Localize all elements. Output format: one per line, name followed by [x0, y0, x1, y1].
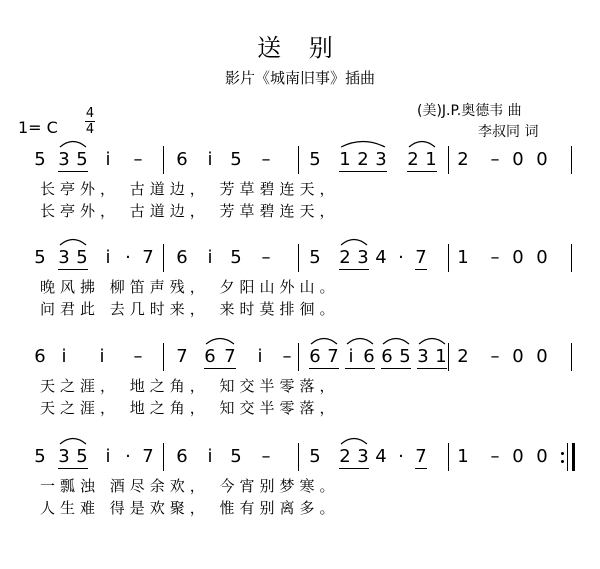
note: 0 — [512, 346, 524, 367]
note: 1 — [457, 247, 469, 268]
note: 0 — [512, 247, 524, 268]
note: 4 — [375, 247, 387, 268]
beam-underline — [381, 368, 411, 369]
note: – — [133, 149, 143, 170]
note: – — [490, 247, 500, 268]
note: i — [99, 346, 105, 367]
note: 2 — [339, 247, 351, 268]
note: 6 — [34, 346, 46, 367]
note: 0 — [536, 346, 548, 367]
note: · — [125, 247, 131, 268]
lyric-line: 长亭外， 古道边， 芳草碧连天， — [40, 202, 340, 220]
slur — [409, 142, 435, 148]
note: 5 — [34, 446, 46, 467]
note: 5 — [309, 247, 321, 268]
barline — [298, 343, 299, 371]
note: 7 — [142, 446, 154, 467]
note: 2 — [457, 346, 469, 367]
lyric-line: 天之涯， 地之角， 知交半零落， — [40, 399, 340, 417]
note: 3 — [375, 149, 387, 170]
beam-underline — [309, 368, 339, 369]
key-signature: 1= C — [18, 118, 58, 137]
slur — [383, 339, 409, 345]
note: 6 — [363, 346, 375, 367]
note: 0 — [512, 446, 524, 467]
slur — [206, 339, 234, 345]
lyric-line: 问君此 去几时来， 来时莫排徊。 — [40, 300, 340, 318]
note: 7 — [142, 247, 154, 268]
lyricist-credit: 李叔同 词 — [478, 124, 539, 140]
note: 6 — [176, 149, 188, 170]
beam-underline — [58, 468, 88, 469]
barline — [571, 244, 572, 272]
note: i — [348, 346, 354, 367]
slur — [341, 240, 367, 246]
note: · — [125, 446, 131, 467]
note: 1 — [435, 346, 447, 367]
composer-credit: (美)J.P.奥德韦 曲 — [417, 103, 522, 119]
song-title: 送 别 — [257, 34, 343, 62]
barline — [571, 146, 572, 174]
note: i — [207, 446, 213, 467]
slur — [347, 339, 373, 345]
barline — [298, 443, 299, 471]
note: i — [105, 446, 111, 467]
barline — [298, 244, 299, 272]
barline — [163, 146, 164, 174]
barline — [163, 443, 164, 471]
note: 5 — [309, 446, 321, 467]
barline — [571, 343, 572, 371]
note: 7 — [327, 346, 339, 367]
final-barline — [572, 443, 575, 471]
note: i — [257, 346, 263, 367]
note: 0 — [536, 446, 548, 467]
beam-underline — [339, 269, 369, 270]
note: i — [207, 247, 213, 268]
note: – — [261, 446, 271, 467]
note: 6 — [309, 346, 321, 367]
note: 7 — [224, 346, 236, 367]
note: 0 — [536, 149, 548, 170]
note: 3 — [357, 446, 369, 467]
barline — [448, 343, 449, 371]
barline — [298, 146, 299, 174]
slur — [60, 142, 86, 148]
repeat-dot — [561, 460, 564, 463]
note: 3 — [417, 346, 429, 367]
slur — [60, 439, 86, 445]
beam-underline — [339, 468, 369, 469]
note: – — [490, 149, 500, 170]
note: 6 — [176, 247, 188, 268]
note: – — [261, 247, 271, 268]
beam-underline — [415, 468, 427, 469]
note: · — [398, 446, 404, 467]
note: – — [133, 346, 143, 367]
note: 2 — [339, 446, 351, 467]
beam-underline — [58, 171, 88, 172]
note: i — [105, 149, 111, 170]
note: 6 — [176, 446, 188, 467]
lyric-line: 长亭外， 古道边， 芳草碧连天， — [40, 180, 340, 198]
note: 5 — [34, 149, 46, 170]
time-signature-top: 4 — [85, 106, 95, 121]
repeat-dot — [561, 452, 564, 455]
beam-underline — [345, 368, 375, 369]
note: 5 — [230, 446, 242, 467]
note: – — [490, 446, 500, 467]
note: 0 — [536, 247, 548, 268]
note: 1 — [425, 149, 437, 170]
note: 7 — [415, 446, 427, 467]
note: 1 — [457, 446, 469, 467]
note: 7 — [415, 247, 427, 268]
note: 6 — [381, 346, 393, 367]
slur — [419, 339, 445, 345]
lyric-line: 一瓢浊 酒尽余欢， 今宵别梦寒。 — [40, 477, 340, 495]
note: 0 — [512, 149, 524, 170]
note: 5 — [399, 346, 411, 367]
note: 5 — [76, 247, 88, 268]
note: 5 — [76, 446, 88, 467]
note: 5 — [34, 247, 46, 268]
beam-underline — [339, 171, 387, 172]
note: 3 — [357, 247, 369, 268]
note: 5 — [76, 149, 88, 170]
lyric-line: 天之涯， 地之角， 知交半零落， — [40, 377, 340, 395]
note: 7 — [176, 346, 188, 367]
time-signature-bottom: 4 — [85, 122, 95, 137]
barline — [448, 443, 449, 471]
beam-underline — [407, 171, 437, 172]
note: i — [105, 247, 111, 268]
barline — [448, 146, 449, 174]
note: – — [282, 346, 292, 367]
beam-underline — [58, 269, 88, 270]
note: 3 — [58, 247, 70, 268]
slur — [341, 439, 367, 445]
note: · — [398, 247, 404, 268]
beam-underline — [415, 269, 427, 270]
beam-underline — [417, 368, 447, 369]
lyric-line: 晚风拂 柳笛声残， 夕阳山外山。 — [40, 278, 340, 296]
barline — [163, 244, 164, 272]
lyric-line: 人生难 得是欢聚， 惟有别离多。 — [40, 499, 340, 517]
slur — [341, 142, 385, 148]
note: – — [490, 346, 500, 367]
note: 2 — [457, 149, 469, 170]
note: 6 — [204, 346, 216, 367]
note: 3 — [58, 446, 70, 467]
note: 1 — [339, 149, 351, 170]
note: i — [61, 346, 67, 367]
note: 3 — [58, 149, 70, 170]
note: 2 — [407, 149, 419, 170]
barline — [567, 443, 568, 471]
slur — [60, 240, 86, 246]
barline — [448, 244, 449, 272]
note: – — [261, 149, 271, 170]
note: 5 — [309, 149, 321, 170]
note: 2 — [357, 149, 369, 170]
beam-underline — [204, 368, 236, 369]
note: 4 — [375, 446, 387, 467]
barline — [163, 343, 164, 371]
slur — [311, 339, 337, 345]
note: 5 — [230, 149, 242, 170]
note: i — [207, 149, 213, 170]
note: 5 — [230, 247, 242, 268]
song-subtitle: 影片《城南旧事》插曲 — [224, 69, 375, 87]
